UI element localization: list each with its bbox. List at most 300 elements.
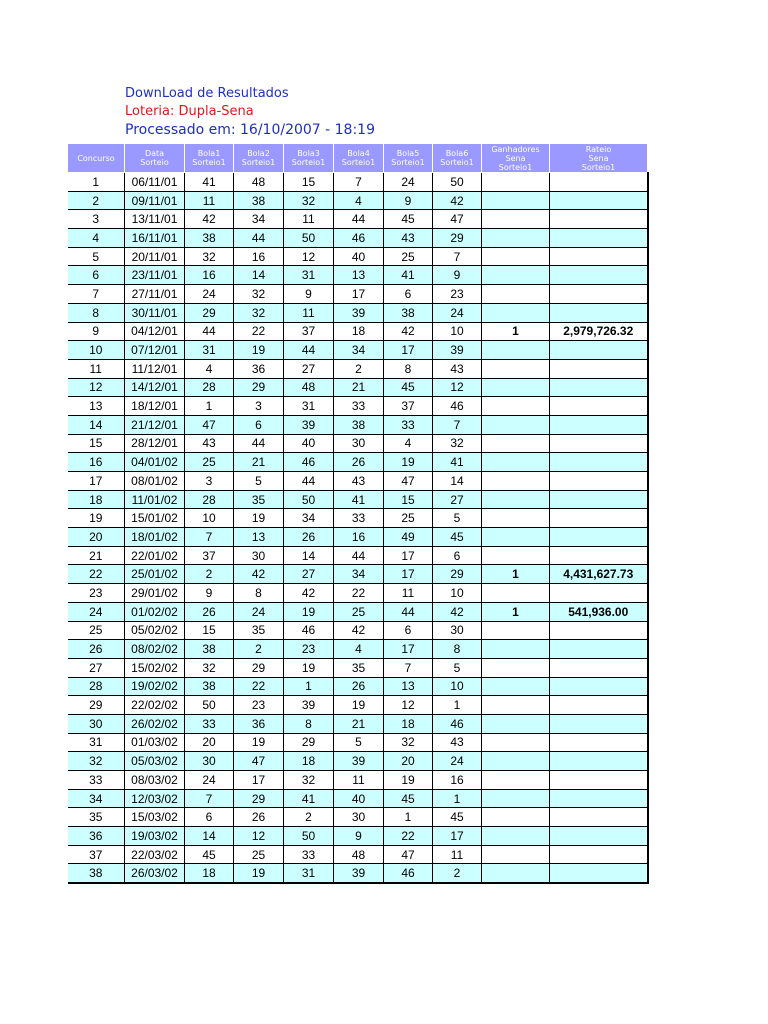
- rateio-cell: [550, 247, 648, 266]
- bola-cell: 44: [284, 472, 334, 491]
- bola-cell: 32: [185, 247, 234, 266]
- bola-cell: 18: [185, 864, 234, 883]
- bola-cell: 26: [334, 677, 384, 696]
- bola-cell: 15: [284, 173, 334, 192]
- bola-cell: 44: [334, 210, 384, 229]
- concurso-cell: 38: [68, 864, 125, 883]
- column-header: Rateio Sena Sorteio1: [550, 144, 648, 173]
- data-sorteio-cell: 30/11/01: [125, 303, 185, 322]
- bola-cell: 17: [384, 565, 433, 584]
- ganhadores-cell: [482, 621, 550, 640]
- bola-cell: 32: [284, 191, 334, 210]
- data-sorteio-cell: 05/02/02: [125, 621, 185, 640]
- bola-cell: 24: [433, 303, 482, 322]
- ganhadores-cell: [482, 771, 550, 790]
- data-sorteio-cell: 16/11/01: [125, 229, 185, 248]
- bola-cell: 38: [384, 303, 433, 322]
- concurso-cell: 26: [68, 640, 125, 659]
- bola-cell: 41: [185, 173, 234, 192]
- data-sorteio-cell: 26/03/02: [125, 864, 185, 883]
- table-row: [68, 658, 648, 677]
- ganhadores-cell: [482, 658, 550, 677]
- bola-cell: 49: [384, 528, 433, 547]
- bola-cell: 47: [185, 415, 234, 434]
- bola-cell: 42: [334, 621, 384, 640]
- bola-cell: 24: [185, 285, 234, 304]
- concurso-cell: 34: [68, 789, 125, 808]
- column-header: Ganhadores Sena Sorteio1: [482, 144, 550, 173]
- bola-cell: 29: [234, 789, 284, 808]
- table-row: [68, 285, 648, 304]
- bola-cell: 35: [234, 490, 284, 509]
- bola-cell: 50: [284, 490, 334, 509]
- bola-cell: 25: [185, 453, 234, 472]
- bola-cell: 19: [234, 341, 284, 360]
- data-sorteio-cell: 21/12/01: [125, 415, 185, 434]
- bola-cell: 24: [433, 752, 482, 771]
- bola-cell: 7: [334, 173, 384, 192]
- bola-cell: 32: [284, 771, 334, 790]
- concurso-cell: 35: [68, 808, 125, 827]
- ganhadores-cell: [482, 714, 550, 733]
- rateio-cell: [550, 303, 648, 322]
- data-sorteio-cell: 22/03/02: [125, 845, 185, 864]
- rateio-cell: [550, 845, 648, 864]
- table-header-row: [68, 144, 648, 173]
- concurso-cell: 32: [68, 752, 125, 771]
- table-row: [68, 415, 648, 434]
- rateio-cell: [550, 285, 648, 304]
- bola-cell: 2: [185, 565, 234, 584]
- bola-cell: 9: [433, 266, 482, 285]
- bola-cell: 21: [334, 378, 384, 397]
- bola-cell: 33: [185, 714, 234, 733]
- ganhadores-cell: [482, 341, 550, 360]
- bola-cell: 50: [185, 696, 234, 715]
- ganhadores-cell: [482, 733, 550, 752]
- bola-cell: 29: [185, 303, 234, 322]
- concurso-cell: 20: [68, 528, 125, 547]
- rateio-cell: 4,431,627.73: [550, 565, 648, 584]
- bola-cell: 29: [433, 565, 482, 584]
- table-row: [68, 509, 648, 528]
- bola-cell: 39: [334, 864, 384, 883]
- bola-cell: 42: [433, 191, 482, 210]
- table-row: [68, 378, 648, 397]
- table-row: [68, 210, 648, 229]
- rateio-cell: [550, 696, 648, 715]
- bola-cell: 38: [185, 640, 234, 659]
- data-sorteio-cell: 08/02/02: [125, 640, 185, 659]
- data-sorteio-cell: 19/02/02: [125, 677, 185, 696]
- ganhadores-cell: [482, 285, 550, 304]
- bola-cell: 40: [334, 789, 384, 808]
- concurso-cell: 28: [68, 677, 125, 696]
- rateio-cell: [550, 434, 648, 453]
- bola-cell: 4: [334, 191, 384, 210]
- bola-cell: 16: [334, 528, 384, 547]
- bola-cell: 38: [185, 677, 234, 696]
- table-row: [68, 341, 648, 360]
- rateio-cell: [550, 229, 648, 248]
- ganhadores-cell: [482, 359, 550, 378]
- bola-cell: 13: [384, 677, 433, 696]
- bola-cell: 40: [334, 247, 384, 266]
- bola-cell: 31: [284, 397, 334, 416]
- bola-cell: 39: [284, 415, 334, 434]
- rateio-cell: [550, 640, 648, 659]
- bola-cell: 26: [284, 528, 334, 547]
- bola-cell: 12: [234, 827, 284, 846]
- ganhadores-cell: [482, 210, 550, 229]
- results-table: [67, 143, 649, 884]
- rateio-cell: [550, 341, 648, 360]
- table-row: [68, 229, 648, 248]
- bola-cell: 43: [185, 434, 234, 453]
- bola-cell: 11: [433, 845, 482, 864]
- ganhadores-cell: [482, 584, 550, 603]
- concurso-cell: 9: [68, 322, 125, 341]
- bola-cell: 5: [433, 509, 482, 528]
- table-row: [68, 640, 648, 659]
- bola-cell: 17: [433, 827, 482, 846]
- bola-cell: 5: [234, 472, 284, 491]
- data-sorteio-cell: 14/12/01: [125, 378, 185, 397]
- table-row: [68, 528, 648, 547]
- bola-cell: 21: [334, 714, 384, 733]
- rateio-cell: [550, 864, 648, 883]
- bola-cell: 8: [433, 640, 482, 659]
- data-sorteio-cell: 22/01/02: [125, 546, 185, 565]
- concurso-cell: 7: [68, 285, 125, 304]
- rateio-cell: [550, 771, 648, 790]
- data-sorteio-cell: 25/01/02: [125, 565, 185, 584]
- concurso-cell: 33: [68, 771, 125, 790]
- bola-cell: 42: [384, 322, 433, 341]
- ganhadores-cell: [482, 696, 550, 715]
- concurso-cell: 18: [68, 490, 125, 509]
- table-row: [68, 173, 648, 192]
- bola-cell: 13: [334, 266, 384, 285]
- data-sorteio-cell: 01/03/02: [125, 733, 185, 752]
- table-row: [68, 490, 648, 509]
- rateio-cell: [550, 827, 648, 846]
- data-sorteio-cell: 28/12/01: [125, 434, 185, 453]
- bola-cell: 48: [234, 173, 284, 192]
- bola-cell: 22: [384, 827, 433, 846]
- bola-cell: 39: [334, 303, 384, 322]
- concurso-cell: 12: [68, 378, 125, 397]
- bola-cell: 2: [433, 864, 482, 883]
- table-row: [68, 602, 648, 621]
- bola-cell: 46: [384, 864, 433, 883]
- ganhadores-cell: 1: [482, 565, 550, 584]
- bola-cell: 2: [334, 359, 384, 378]
- bola-cell: 7: [384, 658, 433, 677]
- bola-cell: 39: [334, 752, 384, 771]
- bola-cell: 29: [234, 658, 284, 677]
- concurso-cell: 10: [68, 341, 125, 360]
- bola-cell: 18: [384, 714, 433, 733]
- bola-cell: 19: [384, 453, 433, 472]
- bola-cell: 29: [433, 229, 482, 248]
- bola-cell: 6: [433, 546, 482, 565]
- bola-cell: 25: [384, 509, 433, 528]
- bola-cell: 45: [384, 789, 433, 808]
- table-row: [68, 359, 648, 378]
- bola-cell: 19: [284, 602, 334, 621]
- concurso-cell: 6: [68, 266, 125, 285]
- bola-cell: 34: [284, 509, 334, 528]
- column-header: Bola3 Sorteio1: [284, 144, 334, 173]
- bola-cell: 8: [234, 584, 284, 603]
- bola-cell: 16: [234, 247, 284, 266]
- data-sorteio-cell: 13/11/01: [125, 210, 185, 229]
- rateio-cell: [550, 528, 648, 547]
- concurso-cell: 4: [68, 229, 125, 248]
- data-sorteio-cell: 15/01/02: [125, 509, 185, 528]
- rateio-cell: [550, 677, 648, 696]
- table-row: [68, 845, 648, 864]
- bola-cell: 42: [185, 210, 234, 229]
- bola-cell: 30: [334, 808, 384, 827]
- bola-cell: 18: [334, 322, 384, 341]
- ganhadores-cell: [482, 415, 550, 434]
- bola-cell: 26: [334, 453, 384, 472]
- bola-cell: 17: [384, 341, 433, 360]
- bola-cell: 47: [234, 752, 284, 771]
- bola-cell: 45: [384, 378, 433, 397]
- bola-cell: 7: [433, 415, 482, 434]
- bola-cell: 15: [384, 490, 433, 509]
- bola-cell: 31: [185, 341, 234, 360]
- bola-cell: 30: [234, 546, 284, 565]
- rateio-cell: [550, 808, 648, 827]
- bola-cell: 33: [284, 845, 334, 864]
- bola-cell: 6: [185, 808, 234, 827]
- bola-cell: 37: [185, 546, 234, 565]
- bola-cell: 25: [334, 602, 384, 621]
- rateio-cell: [550, 584, 648, 603]
- concurso-cell: 1: [68, 173, 125, 192]
- rateio-cell: [550, 472, 648, 491]
- ganhadores-cell: [482, 191, 550, 210]
- table-row: [68, 827, 648, 846]
- bola-cell: 11: [284, 210, 334, 229]
- bola-cell: 11: [384, 584, 433, 603]
- ganhadores-cell: [482, 247, 550, 266]
- rateio-cell: [550, 546, 648, 565]
- bola-cell: 14: [185, 827, 234, 846]
- bola-cell: 32: [234, 303, 284, 322]
- bola-cell: 24: [384, 173, 433, 192]
- ganhadores-cell: [482, 640, 550, 659]
- bola-cell: 29: [234, 378, 284, 397]
- table-row: [68, 752, 648, 771]
- rateio-cell: [550, 658, 648, 677]
- concurso-cell: 17: [68, 472, 125, 491]
- table-row: [68, 322, 648, 341]
- bola-cell: 16: [433, 771, 482, 790]
- bola-cell: 27: [284, 359, 334, 378]
- column-header: Bola1 Sorteio1: [185, 144, 234, 173]
- ganhadores-cell: [482, 845, 550, 864]
- data-sorteio-cell: 26/02/02: [125, 714, 185, 733]
- bola-cell: 3: [185, 472, 234, 491]
- ganhadores-cell: [482, 173, 550, 192]
- rateio-cell: 2,979,726.32: [550, 322, 648, 341]
- concurso-cell: 2: [68, 191, 125, 210]
- bola-cell: 19: [234, 509, 284, 528]
- data-sorteio-cell: 27/11/01: [125, 285, 185, 304]
- bola-cell: 42: [433, 602, 482, 621]
- concurso-cell: 5: [68, 247, 125, 266]
- rateio-cell: [550, 415, 648, 434]
- bola-cell: 25: [384, 247, 433, 266]
- concurso-cell: 37: [68, 845, 125, 864]
- bola-cell: 34: [334, 565, 384, 584]
- table-row: [68, 677, 648, 696]
- rateio-cell: [550, 378, 648, 397]
- table-row: [68, 864, 648, 883]
- bola-cell: 47: [433, 210, 482, 229]
- data-sorteio-cell: 19/03/02: [125, 827, 185, 846]
- bola-cell: 17: [334, 285, 384, 304]
- bola-cell: 46: [433, 397, 482, 416]
- column-header: Data Sorteio: [125, 144, 185, 173]
- bola-cell: 41: [384, 266, 433, 285]
- concurso-cell: 15: [68, 434, 125, 453]
- bola-cell: 9: [384, 191, 433, 210]
- bola-cell: 38: [234, 191, 284, 210]
- data-sorteio-cell: 23/11/01: [125, 266, 185, 285]
- concurso-cell: 16: [68, 453, 125, 472]
- data-sorteio-cell: 07/12/01: [125, 341, 185, 360]
- concurso-cell: 31: [68, 733, 125, 752]
- bola-cell: 30: [334, 434, 384, 453]
- bola-cell: 17: [384, 640, 433, 659]
- bola-cell: 41: [284, 789, 334, 808]
- data-sorteio-cell: 11/12/01: [125, 359, 185, 378]
- table-body: [68, 173, 648, 884]
- bola-cell: 21: [234, 453, 284, 472]
- bola-cell: 28: [185, 490, 234, 509]
- bola-cell: 44: [185, 322, 234, 341]
- data-sorteio-cell: 15/02/02: [125, 658, 185, 677]
- bola-cell: 25: [234, 845, 284, 864]
- bola-cell: 24: [185, 771, 234, 790]
- concurso-cell: 25: [68, 621, 125, 640]
- bola-cell: 13: [234, 528, 284, 547]
- bola-cell: 12: [384, 696, 433, 715]
- bola-cell: 34: [334, 341, 384, 360]
- bola-cell: 7: [185, 789, 234, 808]
- bola-cell: 17: [384, 546, 433, 565]
- bola-cell: 27: [284, 565, 334, 584]
- bola-cell: 39: [284, 696, 334, 715]
- bola-cell: 35: [334, 658, 384, 677]
- concurso-cell: 11: [68, 359, 125, 378]
- lottery-name: Loteria: Dupla-Sena: [125, 104, 254, 119]
- bola-cell: 42: [284, 584, 334, 603]
- bola-cell: 27: [433, 490, 482, 509]
- bola-cell: 38: [185, 229, 234, 248]
- concurso-cell: 29: [68, 696, 125, 715]
- bola-cell: 23: [433, 285, 482, 304]
- concurso-cell: 21: [68, 546, 125, 565]
- ganhadores-cell: [482, 266, 550, 285]
- bola-cell: 22: [234, 677, 284, 696]
- ganhadores-cell: 1: [482, 602, 550, 621]
- bola-cell: 11: [284, 303, 334, 322]
- bola-cell: 43: [433, 733, 482, 752]
- rateio-cell: [550, 733, 648, 752]
- rateio-cell: [550, 490, 648, 509]
- concurso-cell: 3: [68, 210, 125, 229]
- concurso-cell: 22: [68, 565, 125, 584]
- bola-cell: 9: [334, 827, 384, 846]
- table-row: [68, 714, 648, 733]
- rateio-cell: [550, 509, 648, 528]
- bola-cell: 33: [334, 509, 384, 528]
- bola-cell: 5: [433, 658, 482, 677]
- bola-cell: 20: [185, 733, 234, 752]
- bola-cell: 2: [284, 808, 334, 827]
- bola-cell: 11: [334, 771, 384, 790]
- concurso-cell: 8: [68, 303, 125, 322]
- ganhadores-cell: [482, 752, 550, 771]
- bola-cell: 5: [334, 733, 384, 752]
- concurso-cell: 27: [68, 658, 125, 677]
- bola-cell: 14: [433, 472, 482, 491]
- bola-cell: 19: [234, 864, 284, 883]
- bola-cell: 12: [433, 378, 482, 397]
- bola-cell: 26: [185, 602, 234, 621]
- processed-timestamp: Processado em: 16/10/2007 - 18:19: [125, 122, 375, 138]
- rateio-cell: [550, 789, 648, 808]
- bola-cell: 33: [334, 397, 384, 416]
- bola-cell: 18: [284, 752, 334, 771]
- ganhadores-cell: [482, 472, 550, 491]
- ganhadores-cell: [482, 303, 550, 322]
- bola-cell: 45: [185, 845, 234, 864]
- bola-cell: 19: [234, 733, 284, 752]
- concurso-cell: 30: [68, 714, 125, 733]
- ganhadores-cell: 1: [482, 322, 550, 341]
- bola-cell: 17: [234, 771, 284, 790]
- data-sorteio-cell: 15/03/02: [125, 808, 185, 827]
- bola-cell: 16: [185, 266, 234, 285]
- concurso-cell: 23: [68, 584, 125, 603]
- rateio-cell: [550, 714, 648, 733]
- bola-cell: 44: [284, 341, 334, 360]
- bola-cell: 43: [384, 229, 433, 248]
- bola-cell: 19: [284, 658, 334, 677]
- ganhadores-cell: [482, 789, 550, 808]
- bola-cell: 10: [433, 322, 482, 341]
- ganhadores-cell: [482, 864, 550, 883]
- bola-cell: 6: [384, 285, 433, 304]
- bola-cell: 26: [234, 808, 284, 827]
- table-row: [68, 696, 648, 715]
- bola-cell: 7: [185, 528, 234, 547]
- column-header: Bola6 Sorteio1: [433, 144, 482, 173]
- bola-cell: 14: [234, 266, 284, 285]
- bola-cell: 44: [334, 546, 384, 565]
- bola-cell: 41: [334, 490, 384, 509]
- bola-cell: 8: [284, 714, 334, 733]
- bola-cell: 15: [185, 621, 234, 640]
